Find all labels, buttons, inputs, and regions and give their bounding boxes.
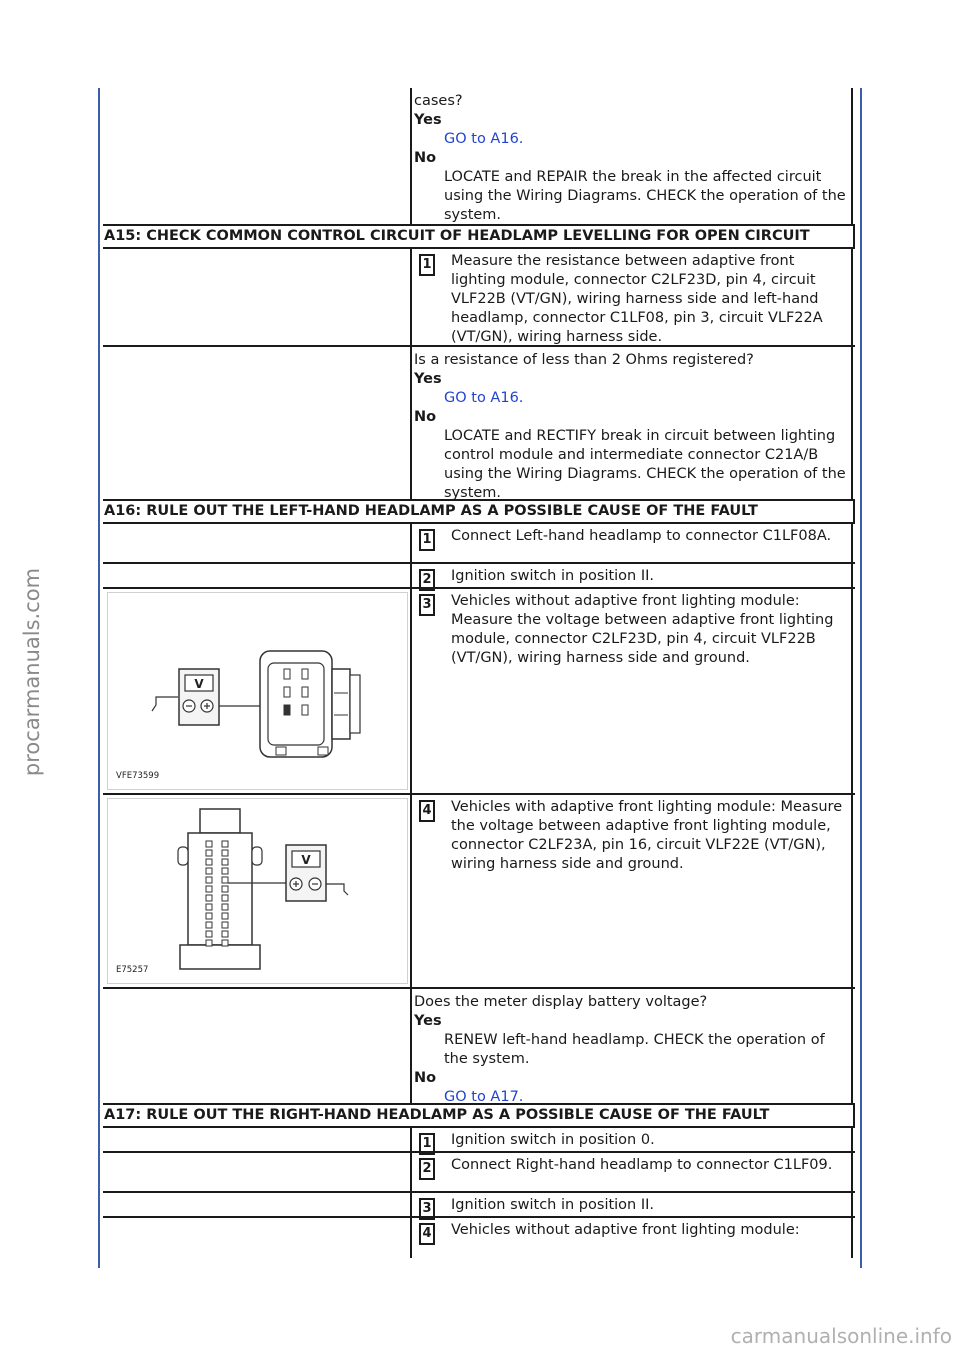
- a17-step4-left: [103, 1218, 412, 1258]
- a17-step2-text: Connect Right-hand headlamp to connector C1LF09.: [451, 1157, 833, 1173]
- a16-step1-text: Connect Left-hand headlamp to connector C1LF08A.: [451, 528, 832, 544]
- voltmeter-diagram-2: [108, 799, 408, 983]
- a16-step4-number: 4: [419, 800, 435, 822]
- intro-yes-link[interactable]: GO to A16.: [444, 131, 524, 147]
- a17-step1-row: [103, 1128, 855, 1153]
- a16-no-link[interactable]: GO to A17.: [444, 1089, 524, 1105]
- a17-step3-number: 3: [419, 1198, 435, 1220]
- a16-step4-right: [412, 795, 853, 987]
- a16-yes-action: RENEW left-hand headlamp. CHECK the operation of the system.: [444, 1032, 825, 1067]
- connector-pin: [222, 913, 228, 919]
- a16-step3-text: Vehicles without adaptive front lighting module: Measure the voltage between adaptive front lighting module, connector C2LF23D, pin 4, circuit VLF22B (VT/GN), wiring harness side and ground.: [451, 593, 834, 666]
- a15-heading: A15: CHECK COMMON CONTROL CIRCUIT OF HEADLAMP LEVELLING FOR OPEN CIRCUIT: [103, 226, 855, 249]
- a16-step3-number: 3: [419, 594, 435, 616]
- a16-step1-left: [103, 524, 412, 562]
- connector-pin: [206, 877, 212, 883]
- connector-pin: [222, 877, 228, 883]
- a15-question: Is a resistance of less than 2 Ohms registered?: [414, 352, 754, 368]
- bottom-watermark: carmanualsonline.info: [730, 1324, 952, 1348]
- left-page-edge: [98, 88, 100, 1268]
- a17-step2-left: [103, 1153, 412, 1191]
- a15-step1-number: 1: [419, 254, 435, 276]
- a16-step3-row: [103, 589, 855, 795]
- a17-step3-right: [412, 1193, 853, 1216]
- connector-body-2: [188, 833, 252, 945]
- connector-pin: [222, 922, 228, 928]
- connector-pin: [222, 886, 228, 892]
- a17-step1-text: Ignition switch in position 0.: [451, 1132, 655, 1148]
- side-watermark: procarmanuals.com: [20, 567, 44, 777]
- a17-step4-text: Vehicles without adaptive front lighting module:: [451, 1222, 800, 1238]
- a17-step2-right: [412, 1153, 853, 1191]
- connector-pin: [206, 895, 212, 901]
- a17-step4-row: [103, 1218, 855, 1258]
- a17-step3-row: [103, 1193, 855, 1218]
- a15-step1-left: [103, 249, 412, 345]
- procedure-table: [103, 88, 855, 1258]
- a16-step4-figure-cell: [103, 795, 412, 987]
- intro-question: cases?: [414, 93, 463, 109]
- a17-step3-text: Ignition switch in position II.: [451, 1197, 655, 1213]
- a16-step2-text: Ignition switch in position II.: [451, 568, 655, 584]
- a17-step3-left: [103, 1193, 412, 1216]
- a15-no-action: LOCATE and RECTIFY break in circuit between lighting control module and intermediate connector C21A/B using the Wiring Diagrams. CHECK the operation of the system.: [444, 428, 846, 501]
- connector-pin: [206, 931, 212, 937]
- connector-pin: [206, 868, 212, 874]
- figure-caption-2: E75257: [116, 965, 149, 975]
- a16-step4-row: [103, 795, 855, 989]
- a15-question-right: [412, 347, 853, 499]
- connector-body-1: [260, 651, 332, 757]
- connector-pin: [206, 841, 212, 847]
- a16-step1-right: [412, 524, 853, 562]
- connector-pin: [206, 904, 212, 910]
- a15-yes-link[interactable]: GO to A16.: [444, 390, 524, 406]
- connector-pin: [222, 904, 228, 910]
- right-page-edge: [860, 88, 862, 1268]
- a17-step1-left: [103, 1128, 412, 1151]
- a16-step2-right: [412, 564, 853, 587]
- a16-question: Does the meter display battery voltage?: [414, 994, 708, 1010]
- connector-pin: [206, 940, 212, 946]
- a16-yes-label: Yes: [414, 1013, 442, 1029]
- a16-step1-number: 1: [419, 529, 435, 551]
- meter-label-2: V: [301, 853, 311, 867]
- connector-pin: [222, 931, 228, 937]
- connector-pin: [222, 940, 228, 946]
- a17-step1-right: [412, 1128, 853, 1151]
- a16-question-row: [103, 989, 855, 1105]
- voltmeter-diagram-1: [108, 593, 408, 789]
- meter-label-1: V: [194, 677, 204, 691]
- a15-question-left: [103, 347, 412, 499]
- intro-right-cell: [412, 88, 853, 224]
- a17-step2-number: 2: [419, 1158, 435, 1180]
- figure-caption-1: VFE73599: [116, 771, 160, 781]
- a15-no-label: No: [414, 409, 437, 425]
- intro-no-label: No: [414, 150, 437, 166]
- a16-heading: A16: RULE OUT THE LEFT-HAND HEADLAMP AS A POSSIBLE CAUSE OF THE FAULT: [103, 501, 855, 524]
- a15-question-row: [103, 347, 855, 501]
- a16-step4-text: Vehicles with adaptive front lighting module: Measure the voltage between adaptive front lighting module, connector C2LF23A, pin 16, circuit VLF22E (VT/GN), wiring harness side and ground.: [451, 799, 843, 872]
- a15-step1-row: [103, 249, 855, 347]
- connector-pin: [222, 895, 228, 901]
- a16-question-left: [103, 989, 412, 1103]
- a16-question-right: [412, 989, 853, 1103]
- connector-pin: [206, 850, 212, 856]
- a17-step2-row: [103, 1153, 855, 1193]
- intro-no-action: LOCATE and REPAIR the break in the affected circuit using the Wiring Diagrams. CHECK the operation of the system.: [444, 169, 846, 223]
- a16-step3-right: [412, 589, 853, 793]
- a17-step4-number: 4: [419, 1223, 435, 1245]
- a16-step2-number: 2: [419, 569, 435, 591]
- connector-pin: [206, 886, 212, 892]
- a15-step1-text: Measure the resistance between adaptive front lighting module, connector C2LF23D, pin 4, circuit VLF22B (VT/GN), wiring harness side and left-hand headlamp, connector C1LF08, pin 3, circuit VLF22A (VT/GN), wiring harness side.: [451, 253, 823, 345]
- connector-pin: [206, 913, 212, 919]
- a16-step2-row: [103, 564, 855, 589]
- a16-step3-figure-cell: [103, 589, 412, 793]
- connector-pin: [222, 868, 228, 874]
- a17-heading: A17: RULE OUT THE RIGHT-HAND HEADLAMP AS A POSSIBLE CAUSE OF THE FAULT: [103, 1105, 855, 1128]
- connector-pin: [222, 850, 228, 856]
- connector-pin: [206, 859, 212, 865]
- a17-step1-number: 1: [419, 1133, 435, 1155]
- a15-step1-right: [412, 249, 853, 345]
- a17-step4-right: [412, 1218, 853, 1258]
- intro-left-cell: [103, 88, 412, 224]
- connector-latch-2: [200, 809, 240, 833]
- figure-e75257: [107, 798, 408, 984]
- intro-yes-label: Yes: [414, 112, 442, 128]
- a16-step1-row: [103, 524, 855, 564]
- a16-step2-left: [103, 564, 412, 587]
- intro-row: [103, 88, 855, 226]
- figure-vfe73599: [107, 592, 408, 790]
- a15-yes-label: Yes: [414, 371, 442, 387]
- connector-pin: [206, 922, 212, 928]
- connector-pin: [222, 859, 228, 865]
- connector-pin: [222, 841, 228, 847]
- a16-no-label: No: [414, 1070, 437, 1086]
